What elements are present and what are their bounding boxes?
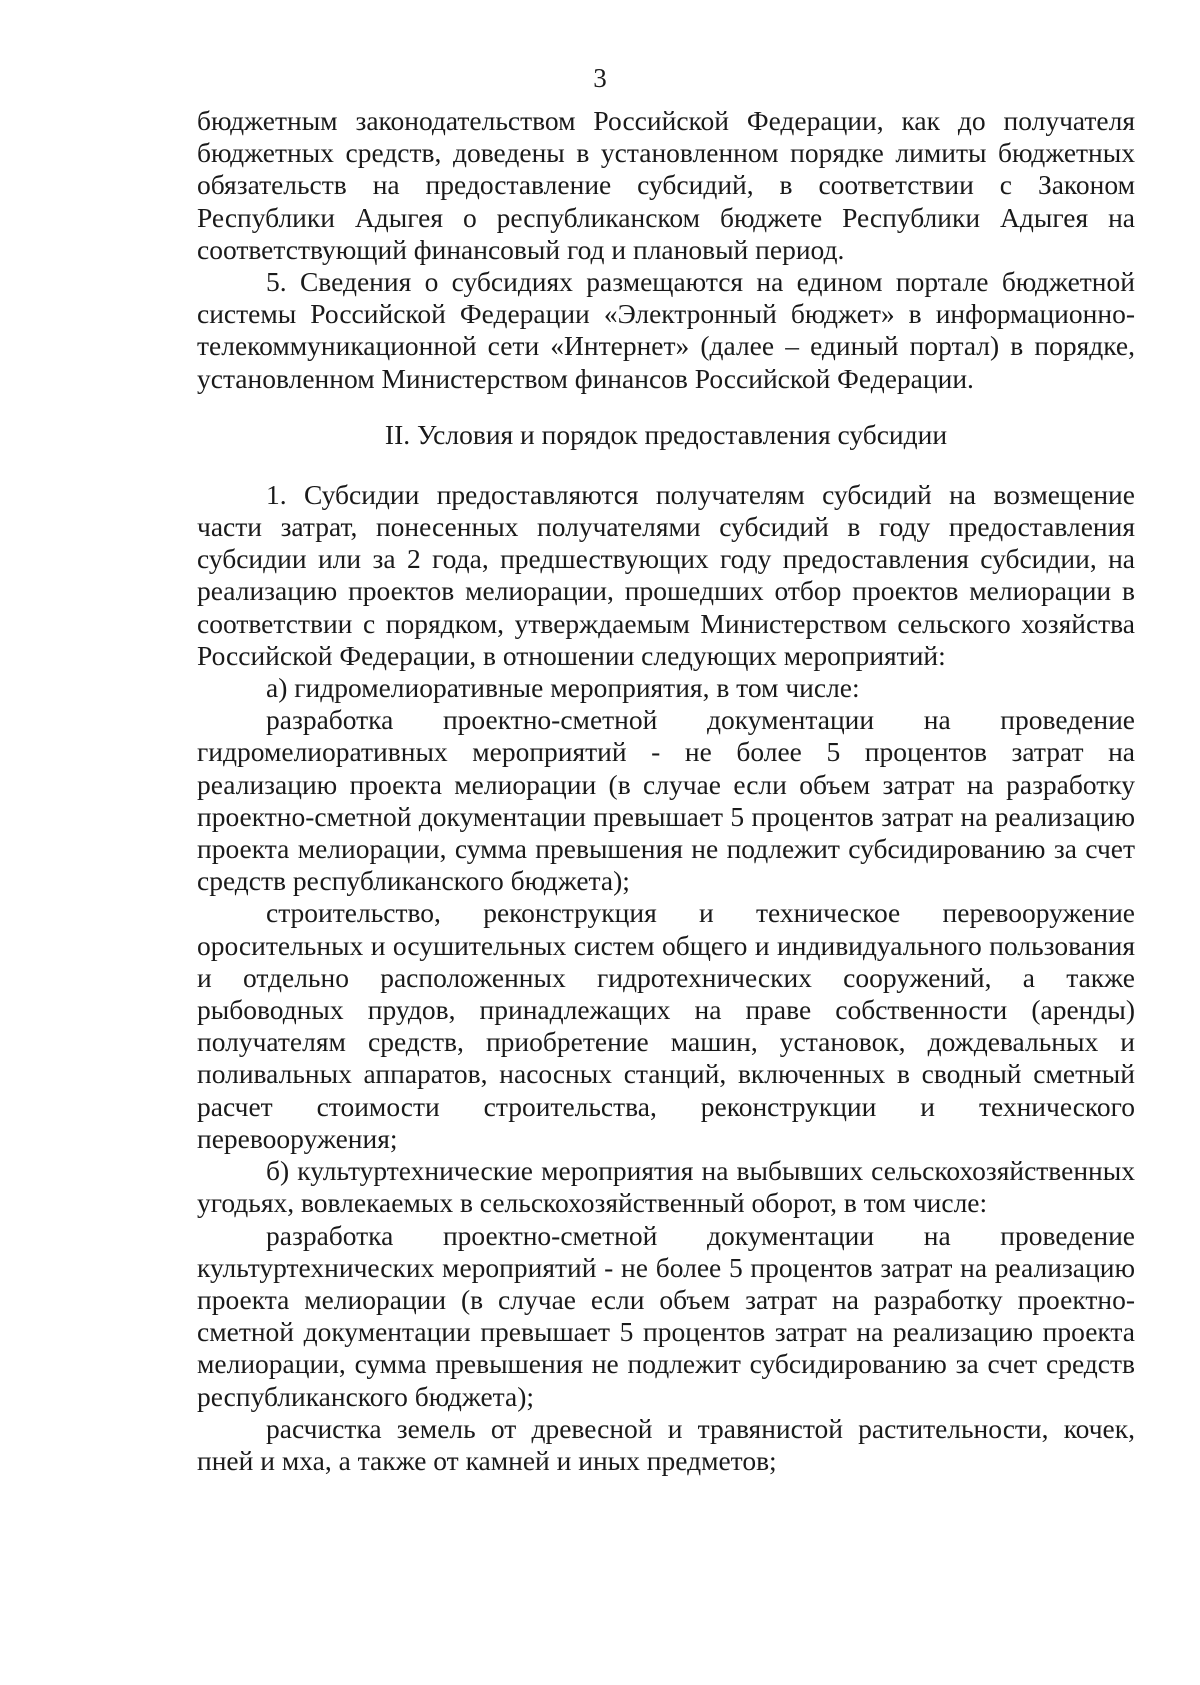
paragraph-design-hydro: разработка проектно-сметной документации на проведение гидромелиоративных мероприятий - не более 5 процентов затрат на реализацию проекта мелиорации (в случае если объем затрат на разработку проектно-сметной документации превышает 5 процентов затрат на реализацию проекта мелиорации, сумма превышения не подлежит субсидированию за счет средств республиканского бюджета); [197,704,1135,897]
paragraph-item-1: 1. Субсидии предоставляются получателям субсидий на возмещение части затрат, понесенных получателями субсидий в году предоставления субсидии или за 2 года, предшествующих году предоставления субсидии, на реализацию проектов мелиорации, прошедших отбор проектов мелиорации в соответствии с порядком, утверждаемым Министерством сельского хозяйства Российской Федерации, в отношении следующих мероприятий: [197,478,1135,671]
paragraph-land-clearing: расчистка земель от древесной и травянистой растительности, кочек, пней и мха, а также от камней и иных предметов; [197,1412,1135,1476]
paragraph-construction: строительство, реконструкция и техническое перевооружение оросительных и осушительных систем общего и индивидуального пользования и отдельно расположенных гидротехнических сооружений, а также рыбоводных прудов, принадлежащих на праве собственности (аренды) получателям средств, приобретение машин, установок, дождевальных и поливальных аппаратов, насосных станций, включенных в сводный сметный расчет стоимости строительства, реконструкции и технического перевооружения; [197,897,1135,1154]
page-number: 3 [593,63,607,93]
paragraph-item-5: 5. Сведения о субсидиях размещаются на едином портале бюджетной системы Российской Федерации «Электронный бюджет» в информационно-телекоммуникационной сети «Интернет» (далее – единый портал) в порядке, установленном Министерством финансов Российской Федерации. [197,266,1135,394]
document-body [197,105,1135,1477]
paragraph-continuation: бюджетным законодательством Российской Федерации, как до получателя бюджетных средств, доведены в установленном порядке лимиты бюджетных обязательств на предоставление субсидий, в соответствии с Законом Республики Адыгея о республиканском бюджете Республики Адыгея на соответствующий финансовый год и плановый период. [197,105,1135,265]
paragraph-subitem-a: а) гидромелиоративные мероприятия, в том числе: [266,672,860,704]
paragraph-subitem-b: б) культуртехнические мероприятия на выбывших сельскохозяйственных угодьях, вовлекаемых в сельскохозяйственный оборот, в том числе: [197,1155,1135,1219]
paragraph-design-culture: разработка проектно-сметной документации на проведение культуртехнических мероприятий - не более 5 процентов затрат на реализацию проекта мелиорации (в случае если объем затрат на разработку проектно-сметной документации превышает 5 процентов затрат на реализацию проекта мелиорации, сумма превышения не подлежит субсидированию за счет средств республиканского бюджета); [197,1219,1135,1412]
section-heading: II. Условия и порядок предоставления субсидии [384,418,948,450]
